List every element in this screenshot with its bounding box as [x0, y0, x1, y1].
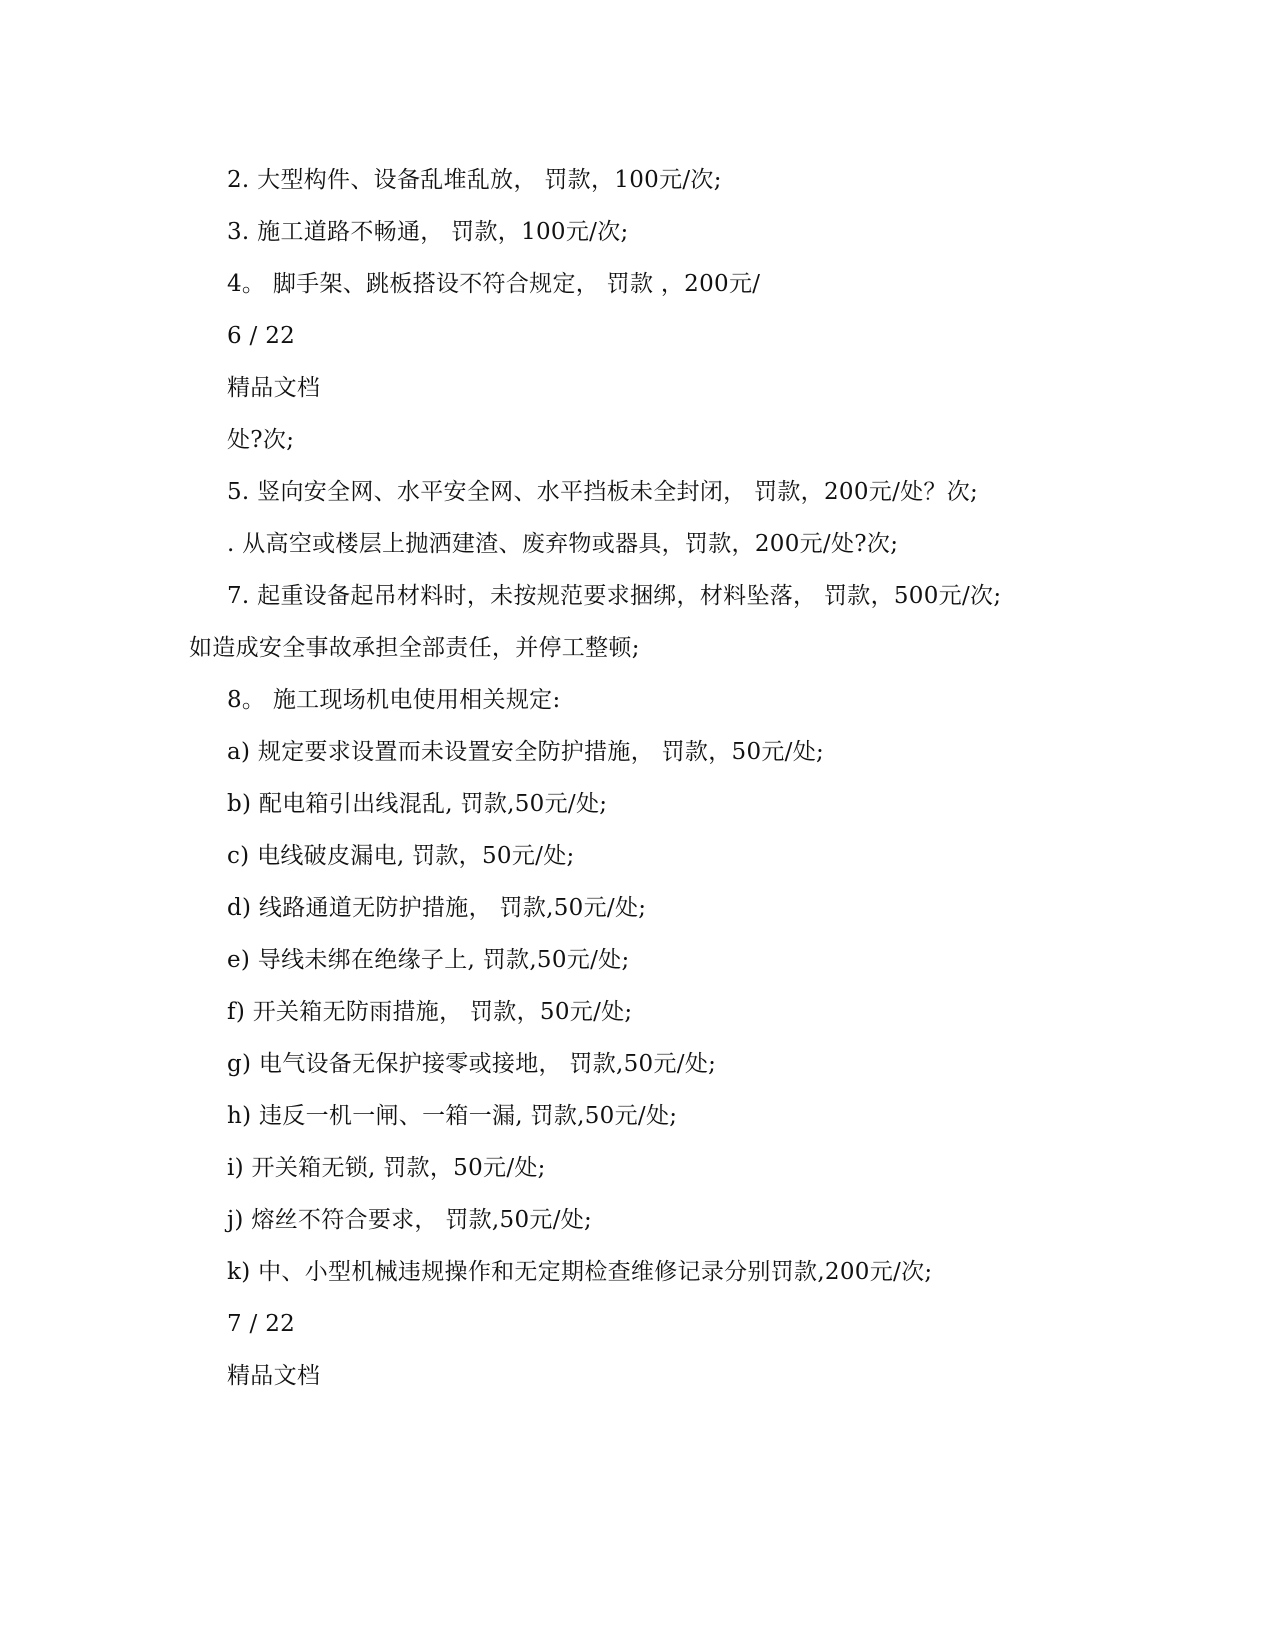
rule-item-3: 3. 施工道路不畅通， 罚款，100元/次; — [227, 219, 629, 245]
page-watermark-text: 精品文档 — [227, 1363, 321, 1389]
rule-item-7-continued: 如造成安全事故承担全部责任，并停工整顿; — [189, 635, 640, 661]
page-number: 6 / 22 — [227, 323, 296, 349]
sub-rule-i: i) 开关箱无锁, 罚款，50元/处; — [227, 1155, 546, 1181]
rule-item-4-continued: 处?次; — [227, 427, 295, 453]
page-watermark-text: 精品文档 — [227, 375, 321, 401]
sub-rule-c: c) 电线破皮漏电, 罚款，50元/处; — [227, 843, 575, 869]
sub-rule-g: g) 电气设备无保护接零或接地， 罚款,50元/处; — [227, 1051, 717, 1077]
sub-rule-f: f) 开关箱无防雨措施， 罚款，50元/处; — [227, 999, 633, 1025]
rule-item-6: . 从高空或楼层上抛洒建渣、废弃物或器具，罚款，200元/处?次; — [227, 531, 899, 557]
page-number: 7 / 22 — [227, 1311, 296, 1337]
rule-item-2: 2. 大型构件、设备乱堆乱放， 罚款，100元/次; — [227, 167, 722, 193]
sub-rule-a: a) 规定要求设置而未设置安全防护措施， 罚款，50元/处; — [227, 739, 825, 765]
rule-item-4: 4。 脚手架、跳板搭设不符合规定， 罚款 ，200元/ — [227, 271, 761, 297]
sub-rule-j: j) 熔丝不符合要求， 罚款,50元/处; — [227, 1207, 593, 1233]
rule-item-5: 5. 竖向安全网、水平安全网、水平挡板未全封闭， 罚款，200元/处？次; — [227, 479, 979, 505]
sub-rule-e: e) 导线未绑在绝缘子上, 罚款,50元/处; — [227, 947, 630, 973]
sub-rule-h: h) 违反一机一闸、一箱一漏, 罚款,50元/处; — [227, 1103, 678, 1129]
sub-rule-d: d) 线路通道无防护措施， 罚款,50元/处; — [227, 895, 647, 921]
rule-item-8-heading: 8。 施工现场机电使用相关规定: — [227, 687, 561, 713]
sub-rule-b: b) 配电箱引出线混乱, 罚款,50元/处; — [227, 791, 608, 817]
rule-item-7: 7. 起重设备起吊材料时，未按规范要求捆绑，材料坠落， 罚款，500元/次; — [227, 583, 1002, 609]
sub-rule-k: k) 中、小型机械违规操作和无定期检查维修记录分别罚款,200元/次; — [227, 1259, 933, 1285]
